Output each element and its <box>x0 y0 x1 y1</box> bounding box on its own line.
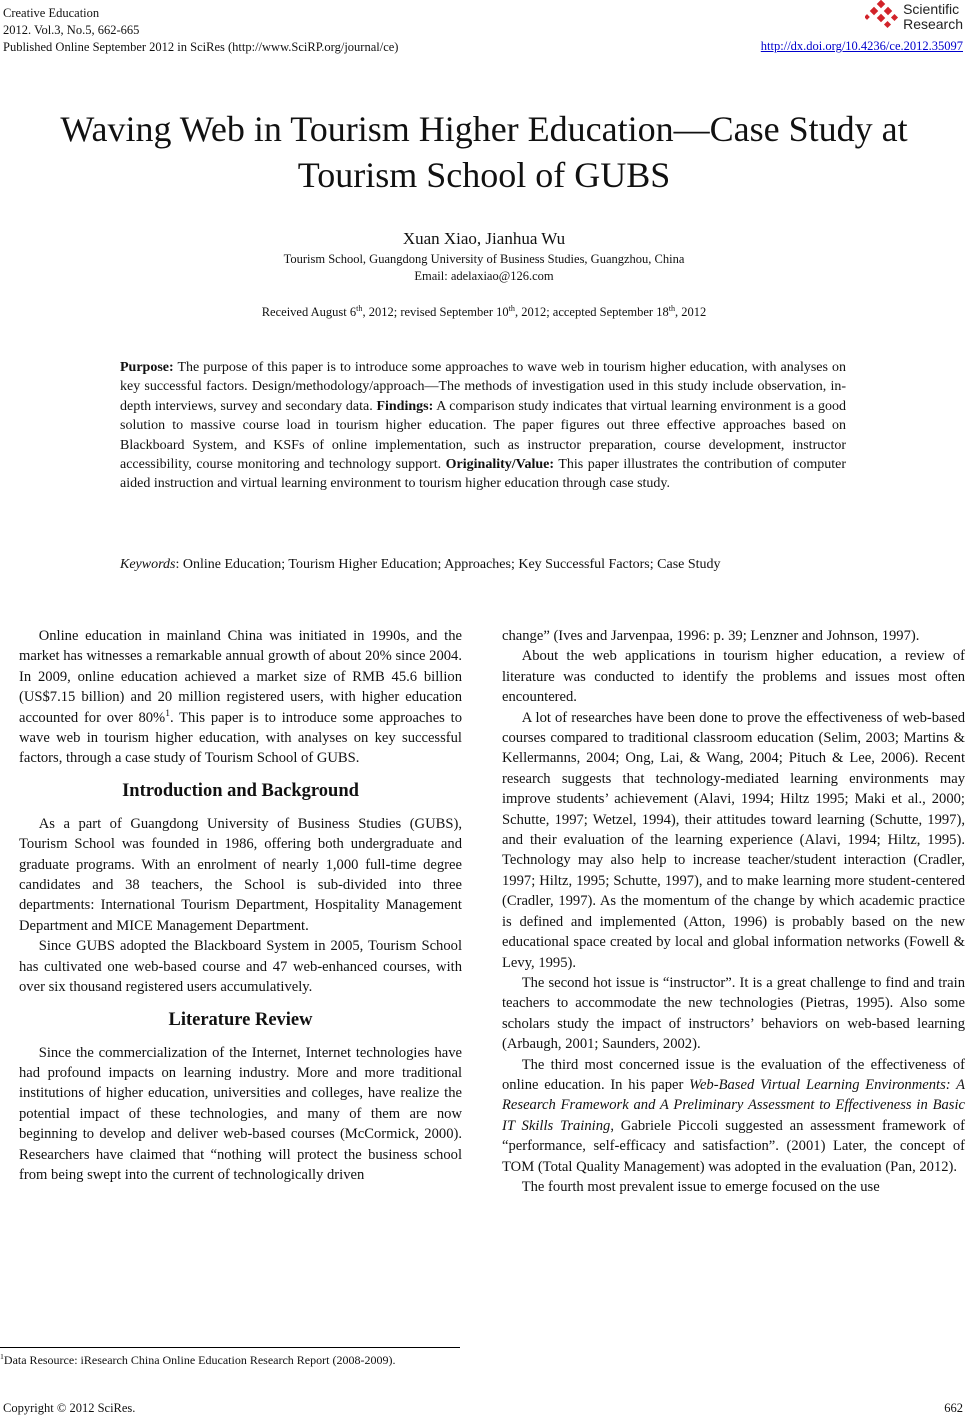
footnote-number: 1 <box>0 1352 4 1361</box>
logo-line-1: Scientific <box>903 1 960 17</box>
findings-label: Findings: <box>376 398 434 414</box>
purpose-label: Purpose: <box>120 360 174 375</box>
authors: Xuan Xiao, Jianhua Wu <box>402 229 566 248</box>
findings-text: A comparison study indicates that virtual learning environment is a good solution to massive course load in tourism higher education. The paper figures out three effective approaches based on Blackboard System, and KSFs of online implementation, such as instructor preparation, course development, instructor accessibility, course monitoring and technology support. <box>120 398 847 473</box>
received-date: Received August 6 <box>261 305 357 319</box>
email: Email: adelaxiao@126.com <box>414 269 554 283</box>
year: , 2012 <box>675 305 707 319</box>
intro-paragraph <box>19 626 462 769</box>
abstract <box>120 358 846 494</box>
paragraph: About the web applications in tourism higher education, a review of literature was conducted to identify the problems and issues most often encountered. <box>502 648 965 706</box>
originality-label: Originality/Value: <box>445 457 555 473</box>
page-number: 662 <box>944 1401 963 1415</box>
paragraph: A lot of researches have been done to prove the effectiveness of web-based courses compared to traditional classroom education (Selim, 2003; Martins & Kellermanns, 2004; Ong, Lai, & Wang, 2004; Pituch & Lee, 2006). Recent research suggests that technology-mediated learning environments may improve students’ achievement (Alavi, 1994; Hiltz 1995; Maki et al., 2000; Schutte, 1997; Wetzel, 1994), their attitudes toward learning (Schutte, 1997), and their evaluation of the learning experience (Alavi, 1994; Hiltz, 1995). Technology may also help to increase teacher/student interaction (Cradler, 1997; Hiltz, 1995; Schutte, 1997), and to make learning more student-centered (Cradler, 1997). As the momentum of the change by which academic practice is defined and implemented (Atton, 1996) is probably based on the new educational space created by local and global information networks (Fowell & Levy, 1995). <box>502 709 965 971</box>
originality-text: This paper illustrates the contribution of computer aided instruction and virtual learning environment to tourism higher education through case study. <box>120 457 846 492</box>
footnote-text: Data Resource: iResearch China Online Education Research Report (2008-2009). <box>3 1353 396 1367</box>
journal-name: Creative Education <box>3 6 100 20</box>
doi-link[interactable]: http://dx.doi.org/10.4236/ce.2012.35097 <box>760 39 963 53</box>
title-line-2: Tourism School of GUBS <box>297 155 671 195</box>
footnote-divider <box>0 1347 460 1348</box>
paragraph: change” (Ives and Jarvenpaa, 1996: p. 39; Lenzner and Johnson, 1997). <box>502 628 920 644</box>
paper-title <box>0 106 968 198</box>
affiliation-block <box>0 251 968 285</box>
copyright: Copyright © 2012 SciRes. <box>3 1401 136 1415</box>
scientific-research-logo-icon <box>865 0 899 30</box>
received-dates <box>0 305 968 320</box>
title-line-1: Waving Web in Tourism Higher Education—Case Study at <box>60 109 908 149</box>
published-online: Published Online September 2012 in SciRes (http://www.SciRP.org/journal/ce) <box>3 40 399 54</box>
right-column <box>502 626 965 1197</box>
logo-line-2: Research <box>903 16 963 32</box>
journal-header <box>3 5 398 56</box>
paragraph: Since the commercialization of the Internet, Internet technologies have had profound impacts on learning industry. More and more traditional institutions of higher education, universities and colleges, have realize the potential impact of these technologies, and many of them are now beginning to develop and deliver web-based courses (McCormick, 2000). Researchers have claimed that “nothing will protect the business school from being swept into the current of technologically driven <box>19 1044 462 1183</box>
footnote-ref: 1 <box>165 708 170 719</box>
publisher-logo <box>865 0 963 36</box>
intro-text-a: Online education in mainland China was initiated in 1990s, and the market has witnesses a remarkable annual growth of about 20% since 2004. In 2009, online education achieved a market size of RMB 45.6 billion (US$7.15 billion) and 20 million registered users, with higher education accounted for over 80% <box>19 628 462 726</box>
revised-suffix: th <box>508 303 515 313</box>
paragraph: As a part of Guangdong University of Business Studies (GUBS), Tourism School was founded in 1986, offering both undergraduate and graduate programs. With an enrolment of nearly 1,000 full-time degree candidates and 38 teachers, the School is sub-divided into three departments: International Tourism Department, Hospitality Management Department and MICE Management Department. <box>19 815 462 934</box>
paragraph: Since GUBS adopted the Blackboard System in 2005, Tourism School has cultivated one web-based course and 47 web-enhanced courses, with over six thousand registered users accumulatively. <box>19 938 462 996</box>
keywords-label: Keywords <box>120 557 176 572</box>
paragraph-text: , Gabriele Piccoli suggested an assessment framework of “performance, self-efficacy and satisfaction”. (2001) Later, the concept of TOM (Total Quality Management) was adopted in the evaluation (Pan, 2012). <box>502 1117 965 1175</box>
intro-text-b: . This paper is to introduce some approaches to wave web in tourism higher education, with analyses on key successful factors, through a case study of Tourism School of GUBS. <box>19 709 462 767</box>
paragraph-text: The third most concerned issue is the evaluation of the effectiveness of online education. In his paper <box>502 1056 965 1093</box>
received-suffix: th <box>356 303 363 313</box>
paragraph: The fourth most prevalent issue to emerge focused on the use <box>521 1178 880 1195</box>
paragraph <box>502 1055 965 1177</box>
footnote <box>0 1352 460 1368</box>
purpose-text: The purpose of this paper is to introduce some approaches to wave web in tourism higher education, with analyses on key successful factors. Design/methodology/approach—The methods of investigation used in this study include observation, in-depth interviews, survey and secondary data. <box>120 360 846 414</box>
paragraph: The second hot issue is “instructor”. It is a great challenge to find and train teachers to accommodate the new technologies (Pietras, 1995). Also some scholars study the impact of instructors’ behaviors on web-based learning (Arbaugh, 2001; Saunders, 2002). <box>502 974 965 1053</box>
keywords <box>120 555 846 575</box>
keywords-text: : Online Education; Tourism Higher Education; Approaches; Key Successful Factors; Case Study <box>175 557 721 572</box>
accepted-suffix: th <box>668 303 676 313</box>
affiliation: Tourism School, Guangdong University of Business Studies, Guangzhou, China <box>283 252 685 266</box>
accepted-date: , 2012; accepted September 18 <box>514 305 669 319</box>
journal-volume: 2012. Vol.3, No.5, 662-665 <box>3 23 140 37</box>
cited-paper-title: Web-Based Virtual Learning Environments: A Research Framework and A Preliminary Assessment to Effectiveness in Basic IT Skills Training <box>502 1076 965 1134</box>
section-heading-literature-review: Literature Review <box>168 1009 313 1030</box>
revised-date: , 2012; revised September 10 <box>362 305 509 319</box>
section-heading-introduction: Introduction and Background <box>122 780 359 801</box>
left-column <box>19 626 462 1185</box>
